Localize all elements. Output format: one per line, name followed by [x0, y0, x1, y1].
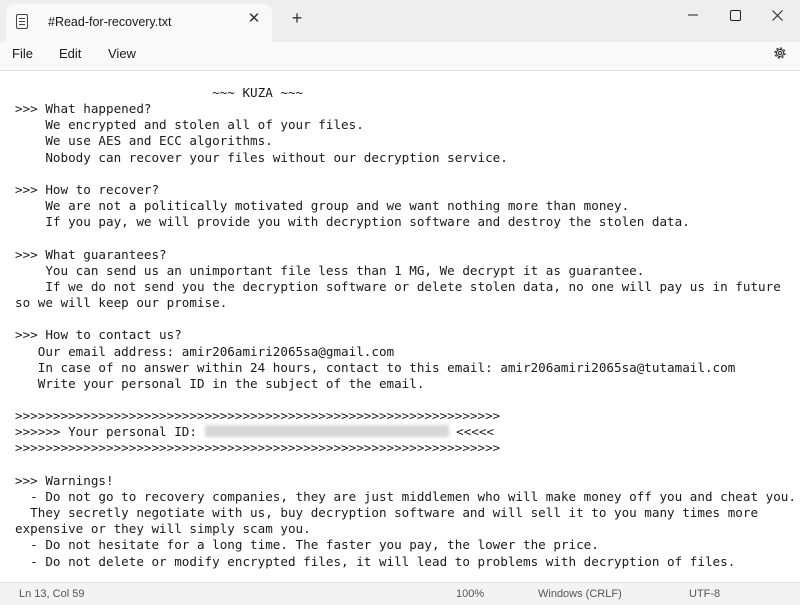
- note-line: so we will keep our promise.: [15, 295, 228, 311]
- redacted-personal-id: [205, 425, 449, 437]
- note-line: >>> What happened?: [15, 101, 152, 117]
- zoom-level: 100%: [456, 588, 485, 600]
- note-line: They secretly negotiate with us, buy decryption software and will sell it to you many times more: [15, 505, 759, 521]
- note-line: Nobody can recover your files without our decryption service.: [15, 149, 508, 165]
- minimize-icon: [688, 10, 698, 20]
- gear-icon: [772, 45, 788, 61]
- encoding: UTF-8: [689, 588, 721, 600]
- menu-view[interactable]: View: [108, 46, 136, 61]
- note-line: Write your personal ID in the subject of the email.: [15, 375, 425, 391]
- note-line: In case of no answer within 24 hours, contact to this email: amir206amiri2065sa@tutamail.com: [15, 359, 736, 375]
- menu-edit[interactable]: Edit: [59, 46, 82, 61]
- note-line: If you pay, we will provide you with decryption software and destroy the stolen data.: [15, 214, 690, 230]
- note-line: >>> How to recover?: [15, 181, 160, 197]
- menu-file[interactable]: File: [12, 46, 33, 61]
- cursor-position: Ln 13, Col 59: [19, 588, 85, 600]
- title-bar: [0, 0, 800, 42]
- note-line: - Do not go to recovery companies, they are just middlemen who will make money off you and cheat you.: [15, 488, 796, 504]
- note-line: >>> What guarantees?: [15, 246, 167, 262]
- note-text: [15, 85, 796, 570]
- note-line: >>>>>>>>>>>>>>>>>>>>>>>>>>>>>>>>>>>>>>>>>>>>>>>>>>>>>>>>>>>>>>>>: [15, 408, 501, 424]
- minimize-button[interactable]: [670, 0, 716, 30]
- note-line: >>>>>> Your personal ID:: [15, 424, 205, 440]
- menu-bar: [0, 42, 800, 70]
- new-tab-button[interactable]: +: [291, 8, 303, 28]
- personal-id-suffix: <<<<<: [448, 424, 495, 440]
- note-line: We encrypted and stolen all of your files.: [15, 117, 364, 133]
- close-window-button[interactable]: [754, 0, 800, 30]
- note-line: - Do not delete or modify encrypted files, it will lead to problems with decryption of files.: [15, 553, 736, 569]
- note-line: >>> Warnings!: [15, 472, 114, 488]
- line-ending: Windows (CRLF): [538, 588, 622, 600]
- note-line: >>>>>>>>>>>>>>>>>>>>>>>>>>>>>>>>>>>>>>>>>>>>>>>>>>>>>>>>>>>>>>>>: [15, 440, 501, 456]
- settings-button[interactable]: [772, 45, 788, 66]
- note-line: ~~~ KUZA ~~~: [15, 85, 304, 100]
- maximize-icon: [730, 10, 741, 21]
- close-icon: [772, 10, 783, 21]
- tab-title: #Read-for-recovery.txt: [48, 15, 172, 29]
- status-bar: [0, 582, 800, 605]
- note-line: We are not a politically motivated group and we want nothing more than money.: [15, 198, 630, 214]
- notepad-icon: [16, 14, 28, 29]
- note-line: We use AES and ECC algorithms.: [15, 133, 273, 149]
- note-line: expensive or they will simply scam you.: [15, 521, 311, 537]
- note-line: Our email address: amir206amiri2065sa@gmail.com: [15, 343, 395, 359]
- text-editor[interactable]: [0, 70, 800, 582]
- maximize-button[interactable]: [712, 0, 758, 30]
- file-tab[interactable]: [6, 4, 272, 42]
- note-line: If we do not send you the decryption software or delete stolen data, no one will pay us in future: [15, 278, 781, 294]
- note-line: >>> How to contact us?: [15, 327, 182, 343]
- close-tab-icon[interactable]: ✕: [247, 10, 261, 27]
- note-line: You can send us an unimportant file less than 1 MG, We decrypt it as guarantee.: [15, 262, 645, 278]
- note-line: - Do not hesitate for a long time. The faster you pay, the lower the price.: [15, 537, 599, 553]
